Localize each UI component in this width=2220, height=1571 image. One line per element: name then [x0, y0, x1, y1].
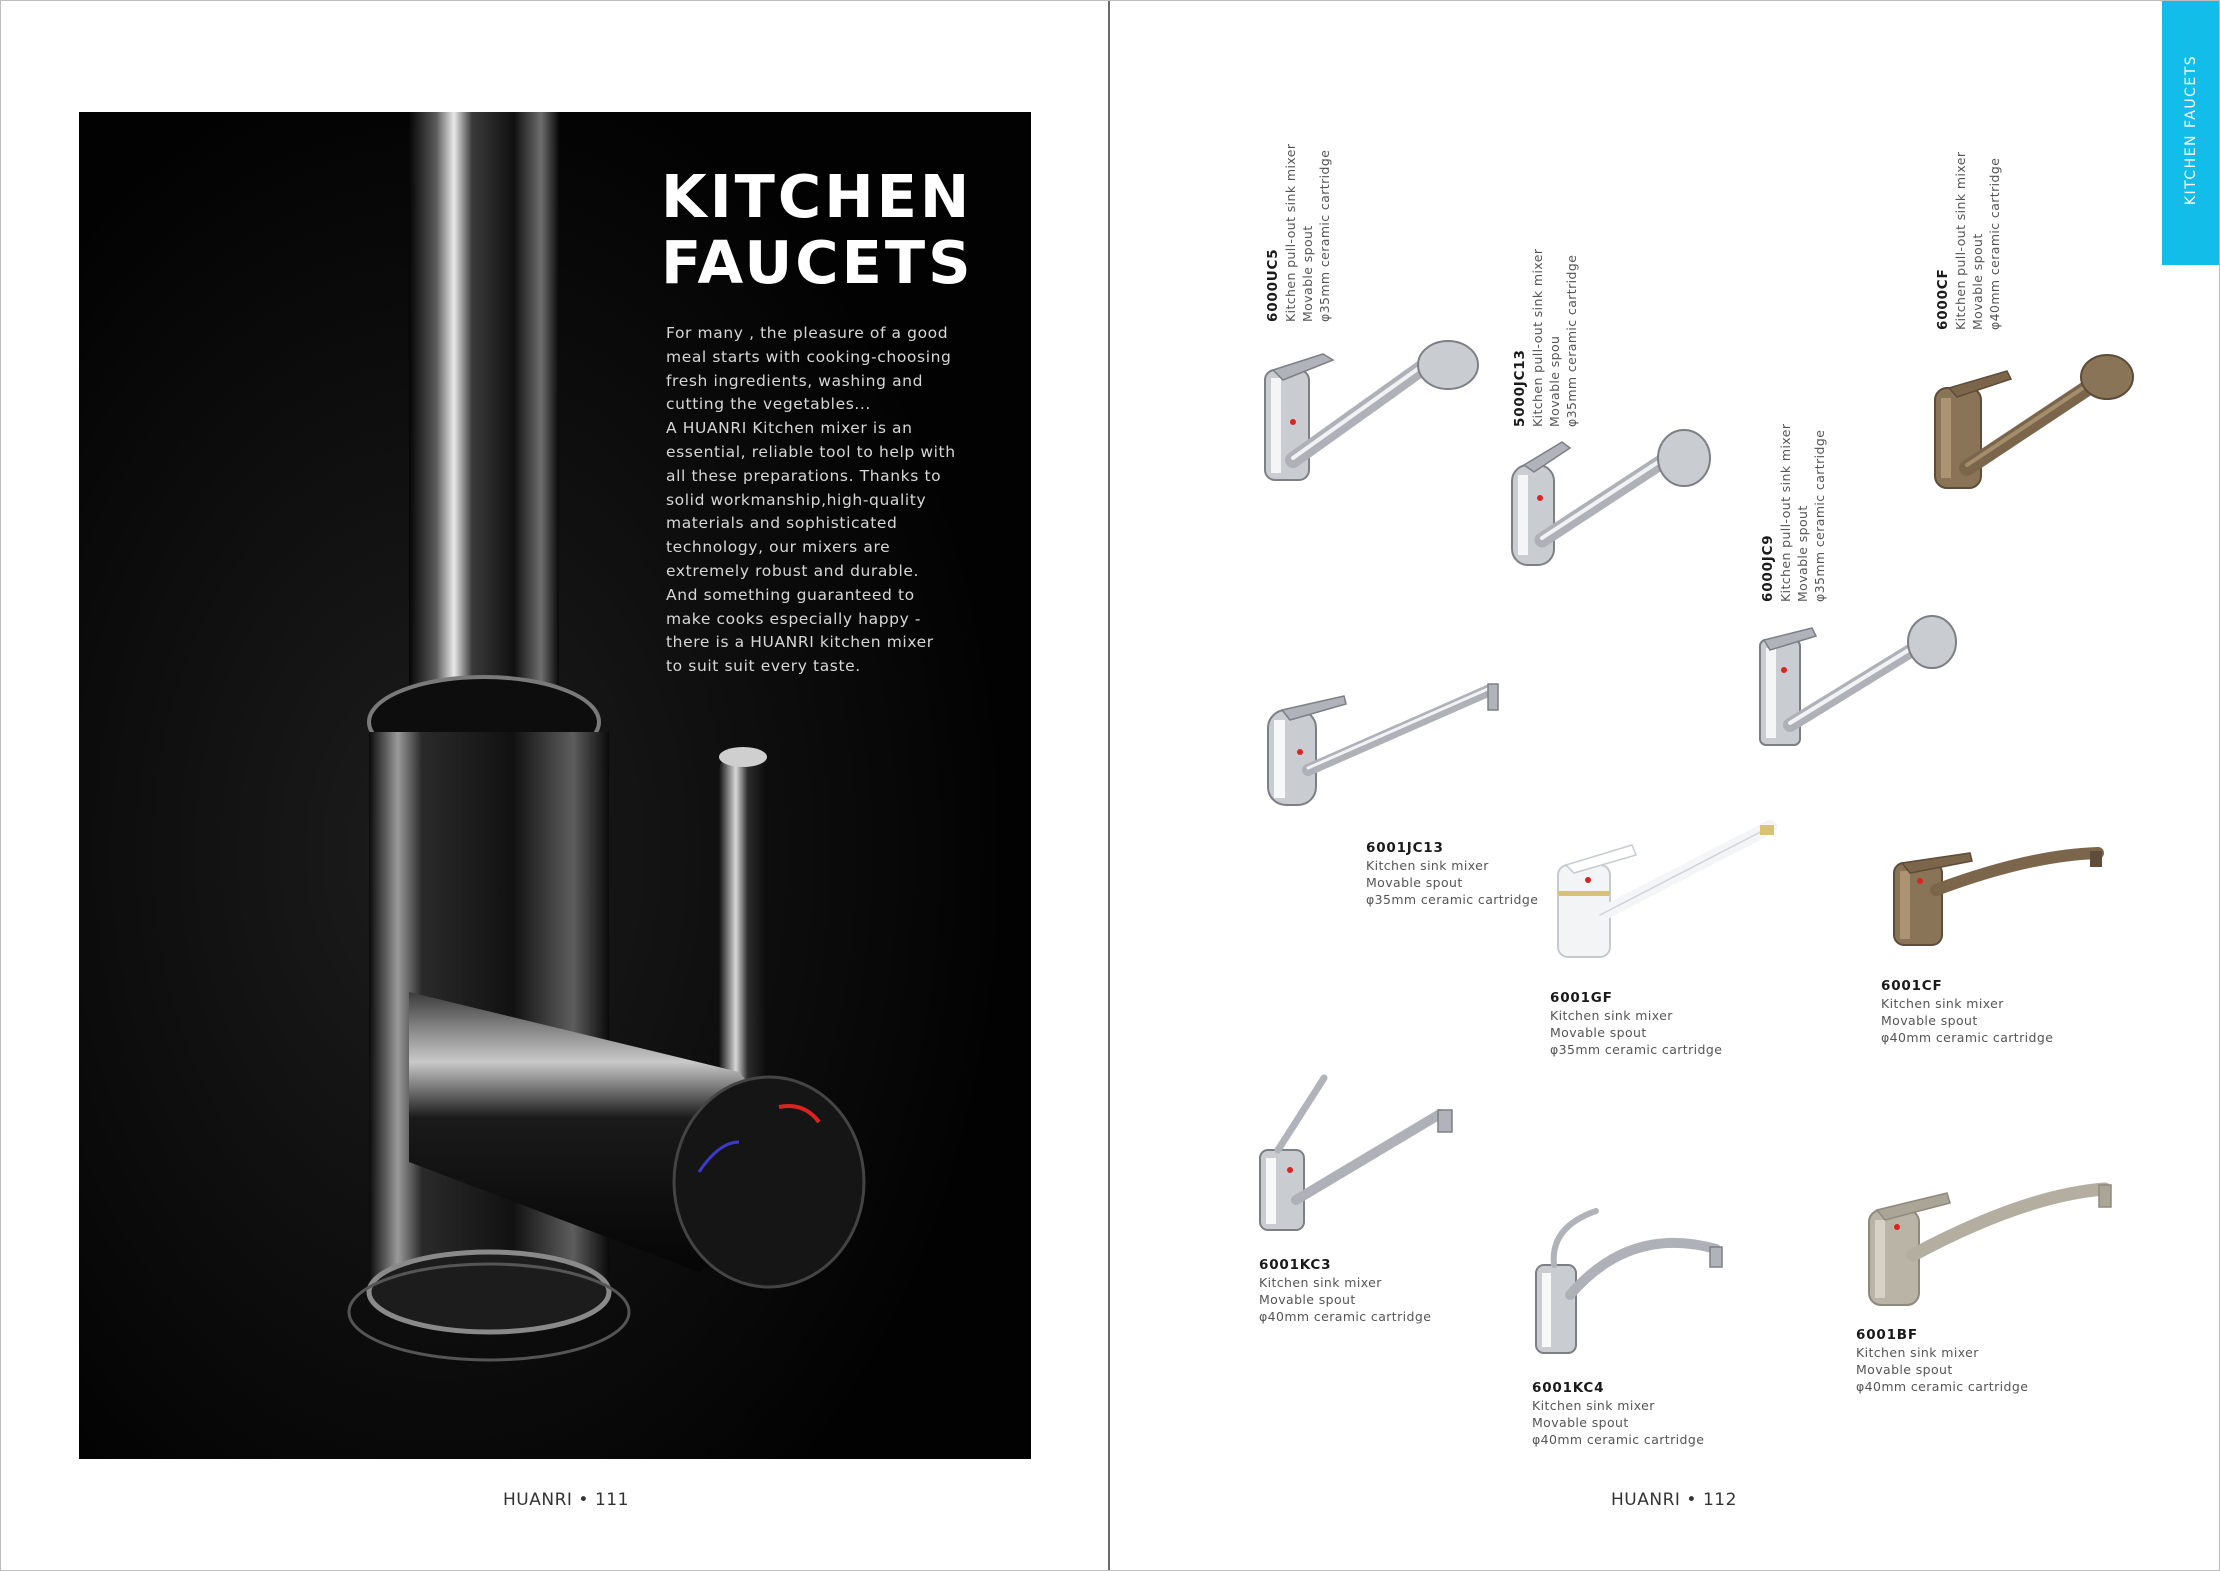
- folio-number: 111: [594, 1490, 629, 1510]
- product-cartridge: φ40mm ceramic cartridge: [1881, 1030, 2054, 1045]
- product-description: Kitchen pull-out sink mixer: [1953, 151, 1968, 330]
- product-caption: [1935, 152, 2003, 330]
- faucet-pullout-chrome-image: [1750, 610, 1960, 750]
- product-image: [1880, 835, 2110, 955]
- body-line: And something guaranteed to: [666, 585, 915, 604]
- product-image: [1260, 670, 1510, 810]
- product-spout: Movable spout: [1856, 1362, 1953, 1377]
- page-folio-111: [503, 1490, 629, 1510]
- product-code: 6001CF: [1881, 978, 1943, 994]
- product-code: 6000CF: [1935, 268, 1951, 330]
- product-code: 6001JC13: [1366, 840, 1444, 856]
- product-code: 6001GF: [1550, 990, 1613, 1006]
- product-code: 6001BF: [1856, 1327, 1918, 1343]
- product-caption: [1550, 990, 1722, 1058]
- product-cartridge: φ40mm ceramic cartridge: [1532, 1432, 1705, 1447]
- product-cartridge: φ35mm ceramic cartridge: [1564, 254, 1579, 427]
- product-caption: [1760, 424, 1828, 602]
- product-spout: Movable spout: [1259, 1292, 1356, 1307]
- product-spout: Movable spout: [1532, 1415, 1629, 1430]
- folio-number: 112: [1702, 1490, 1737, 1510]
- body-line: technology, our mixers are: [666, 538, 891, 557]
- body-line: cutting the vegetables...: [666, 395, 871, 414]
- product-cartridge: φ40mm ceramic cartridge: [1856, 1379, 2029, 1394]
- product-caption: [1881, 978, 2053, 1046]
- body-line: fresh ingredients, washing and: [666, 371, 924, 390]
- body-line: essential, reliable tool to help with: [666, 442, 956, 461]
- product-spout: Movable spout: [1366, 875, 1463, 890]
- product-description: Kitchen sink mixer: [1366, 858, 1489, 873]
- product-code: 6001KC4: [1532, 1380, 1605, 1396]
- product-description: Kitchen sink mixer: [1532, 1398, 1655, 1413]
- product-code: 5000JC13: [1512, 349, 1528, 427]
- product-code: 6001KC3: [1259, 1257, 1332, 1273]
- product-spout: Movable spou: [1547, 335, 1562, 427]
- body-line: extremely robust and durable.: [666, 561, 920, 580]
- product-description: Kitchen pull-out sink mixer: [1778, 423, 1793, 602]
- faucet-arc-chrome-image: [1520, 1205, 1730, 1360]
- body-line: make cooks especially happy -: [666, 609, 922, 628]
- body-line: For many , the pleasure of a good: [666, 324, 949, 342]
- product-image: [1548, 815, 1788, 965]
- product-image: [1250, 1070, 1470, 1235]
- product-cartridge: φ35mm ceramic cartridge: [1317, 149, 1332, 322]
- product-cartridge: φ35mm ceramic cartridge: [1550, 1042, 1723, 1057]
- faucet-pullout-chrome-image: [1502, 420, 1712, 575]
- product-description: Kitchen sink mixer: [1259, 1275, 1382, 1290]
- section-tab: [2162, 0, 2220, 265]
- product-cartridge: φ40mm ceramic cartridge: [1259, 1309, 1432, 1324]
- section-tab-label: KITCHEN FAUCETS: [2183, 54, 2199, 206]
- faucet-pullout-chrome-image: [1253, 330, 1483, 490]
- body-line: to suit suit every taste.: [666, 657, 861, 676]
- product-caption: [1856, 1327, 2028, 1395]
- folio-brand: HUANRI: [503, 1490, 573, 1510]
- product-image: [1502, 420, 1712, 575]
- faucet-swivel-chrome-image: [1260, 670, 1510, 810]
- hero-image-panel: [79, 112, 1031, 1459]
- folio-separator: •: [1686, 1490, 1697, 1510]
- product-description: Kitchen sink mixer: [1550, 1008, 1673, 1023]
- product-cartridge: φ40mm ceramic cartridge: [1987, 157, 2002, 330]
- product-spout: Movable spout: [1795, 505, 1810, 602]
- product-description: Kitchen sink mixer: [1856, 1345, 1979, 1360]
- body-line: materials and sophisticated: [666, 514, 898, 533]
- page-folio-112: [1611, 1490, 1737, 1510]
- body-line: A HUANRI Kitchen mixer is an: [666, 419, 913, 438]
- hero-body-text: [666, 322, 966, 679]
- product-cartridge: φ35mm ceramic cartridge: [1812, 429, 1827, 602]
- hero-title: [661, 164, 974, 296]
- product-image: [1925, 343, 2135, 493]
- product-image: [1520, 1205, 1730, 1360]
- body-line: all these preparations. Thanks to: [666, 466, 942, 485]
- product-caption: [1265, 144, 1333, 322]
- product-spout: Movable spout: [1881, 1013, 1978, 1028]
- product-spout: Movable spout: [1300, 225, 1315, 322]
- product-image: [1750, 610, 1960, 750]
- product-cartridge: φ35mm ceramic cartridge: [1366, 892, 1539, 907]
- product-code: 6000UC5: [1265, 248, 1281, 322]
- product-description: Kitchen pull-out sink mixer: [1530, 248, 1545, 427]
- product-caption: [1512, 249, 1580, 427]
- product-code: 6000JC9: [1760, 534, 1776, 602]
- product-caption: [1532, 1380, 1704, 1448]
- faucet-swivel-coffee-image: [1880, 835, 2110, 955]
- faucet-swivel-white-image: [1548, 815, 1788, 965]
- body-line: there is a HUANRI kitchen mixer: [666, 633, 934, 652]
- page-111: [0, 0, 1108, 1571]
- product-image: [1253, 330, 1483, 490]
- product-spout: Movable spout: [1970, 233, 1985, 330]
- body-line: solid workmanship,high-quality: [666, 490, 927, 509]
- product-image: [1855, 1175, 2120, 1315]
- hero-title-line1: KITCHEN: [661, 162, 973, 231]
- faucet-pullout-coffee-image: [1925, 343, 2135, 493]
- folio-brand: HUANRI: [1611, 1490, 1681, 1510]
- product-caption: [1366, 840, 1538, 908]
- product-caption: [1259, 1257, 1431, 1325]
- faucet-swivel-beige-image: [1855, 1175, 2120, 1315]
- product-description: Kitchen pull-out sink mixer: [1283, 143, 1298, 322]
- page-112: [1110, 0, 2220, 1571]
- folio-separator: •: [578, 1490, 589, 1510]
- hero-title-line2: FAUCETS: [661, 228, 974, 297]
- body-line: meal starts with cooking-choosing: [666, 347, 952, 366]
- faucet-surgical-lever-chrome-image: [1250, 1070, 1470, 1235]
- product-spout: Movable spout: [1550, 1025, 1647, 1040]
- product-description: Kitchen sink mixer: [1881, 996, 2004, 1011]
- hero-faucet-image: [79, 112, 1031, 1459]
